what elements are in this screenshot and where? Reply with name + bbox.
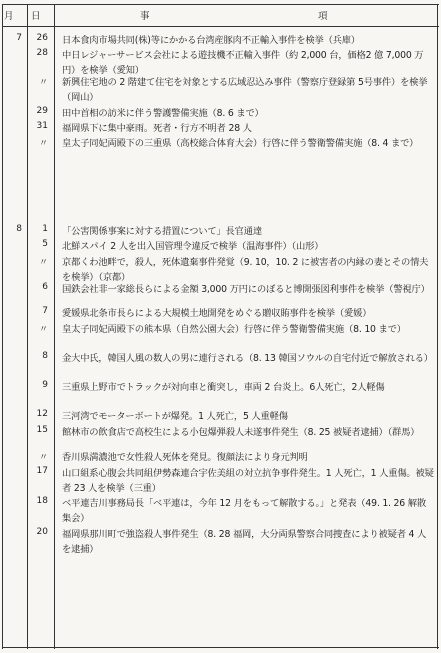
entry-day: 20 — [36, 527, 48, 537]
entry-day: 29 — [36, 106, 48, 116]
entry-day: 17 — [36, 466, 48, 476]
header-month: 月 — [4, 11, 15, 22]
entry-text: 福岡県下に集中豪雨。死者・行方不明者 28 人 — [62, 123, 252, 134]
table-border-left — [2, 4, 3, 649]
entry-month: 8 — [16, 224, 22, 234]
entry-text: 中日レジャーサービス会社による遊技機不正輸入事件（約 2,000 台，価格2 億 7,000 万円）を検挙（愛知） — [62, 50, 424, 76]
entry-text: 福岡県那川町で強盗殺人事件発生（8. 28 福岡，大分両県警察合同捜査により被疑者 4 人を逮捕） — [62, 529, 427, 555]
entry-day: 〃 — [38, 453, 48, 463]
header-rule — [2, 26, 439, 27]
entry-day: 15 — [36, 425, 48, 435]
entry-day: 〃 — [38, 139, 48, 149]
entry-day: 31 — [36, 121, 48, 131]
entry-day: 26 — [36, 33, 48, 43]
entry-text: 館林市の飲食店で高校生による小包爆弾殺人未遂事件発生（8. 25 被疑者逮捕）（群馬） — [62, 427, 420, 438]
table-bottom-rule — [2, 647, 439, 648]
entry-day: 〃 — [38, 258, 48, 268]
entry-day: 12 — [36, 409, 48, 419]
entry-text: ベ平連吉川事務局長「ベ平連は，今年 12 月をもって解散する。」と発表（49. 1. 26 解散集会） — [62, 498, 426, 524]
entry-day: 6 — [42, 282, 48, 292]
entry-day: 1 — [42, 224, 48, 234]
entry-day: 18 — [36, 496, 48, 506]
entry-text: 新興住宅地の 2 階建て住宅を対象とする広域忍込み事件（警察庁登録第 5号事件）を検挙（岡山） — [62, 77, 428, 103]
entry-text: 田中首相の訪米に伴う警護警備実施（8. 6 まで） — [62, 108, 264, 119]
entry-day: 8 — [42, 351, 48, 361]
entry-day: 9 — [42, 380, 48, 390]
header-day: 日 — [31, 11, 42, 22]
entry-day: 〃 — [38, 78, 48, 88]
entry-text: 皇太子同妃両殿下の三重県（高校総合体育大会）行啓に伴う警衛警備実施（8. 4 まで） — [62, 138, 419, 149]
entry-month: 7 — [16, 33, 22, 43]
entry-text: 愛媛県北条市長らによる大規模土地開発をめぐる贈収賄事件を検挙（愛媛） — [62, 308, 372, 319]
entry-day: 7 — [42, 306, 48, 316]
entry-text: 香川県満濃池で女性殺人死体を発見。復顔法により身元判明 — [62, 452, 308, 463]
entry-text: 三河湾でモーターボートが爆発。1 人死亡，5 人重軽傷 — [62, 411, 288, 422]
entry-text: 三重県上野市でトラックが対向車と衝突し，車両 2 台炎上。6人死亡，2人軽傷 — [62, 382, 385, 393]
entry-day: 5 — [42, 239, 48, 249]
entry-text: 京都くわ池畔で，殺人，死体遺棄事件発覚（9. 10，10. 2 に被害者の内縁の妻とその情夫を検挙）（京都） — [62, 257, 429, 283]
entry-text: 山口組系心腹会共同組伊勢森連合宇佐美組の対立抗争事件発生。1 人死亡，1 人重傷。被疑者 23 人を検挙（三重） — [62, 468, 434, 494]
entry-text: 北鮮スパイ 2 人を出入国管理令違反で検挙（温海事件）（山形） — [62, 241, 324, 252]
header-item: 項 — [318, 11, 329, 22]
table-top-rule — [2, 4, 439, 5]
entry-text: 皇太子同妃両殿下の熊本県（自然公園大会）行啓に伴う警衛警備実施（8. 10 まで） — [62, 324, 406, 335]
table-border-right — [437, 4, 438, 649]
entry-text: 日本食肉市場共同(株)等にかかる台湾産豚肉不正輸入事件を検挙（兵庫） — [62, 35, 360, 46]
entry-day: 〃 — [38, 325, 48, 335]
entry-text: 国鉄会社非一家総長らによる金額 3,000 万円にのぼると博開張図利事件を検挙（警視庁） — [62, 284, 430, 295]
header-matter: 事 — [140, 11, 151, 22]
entry-day: 28 — [36, 48, 48, 58]
entry-text: 「公害関係事案に対する措置について」長官通達 — [62, 226, 262, 237]
entry-text: 金大中氏，韓国人風の数人の男に連行される（8. 13 韓国ソウルの自宅付近で解放される） — [62, 353, 433, 364]
day-column-divider — [54, 4, 55, 649]
